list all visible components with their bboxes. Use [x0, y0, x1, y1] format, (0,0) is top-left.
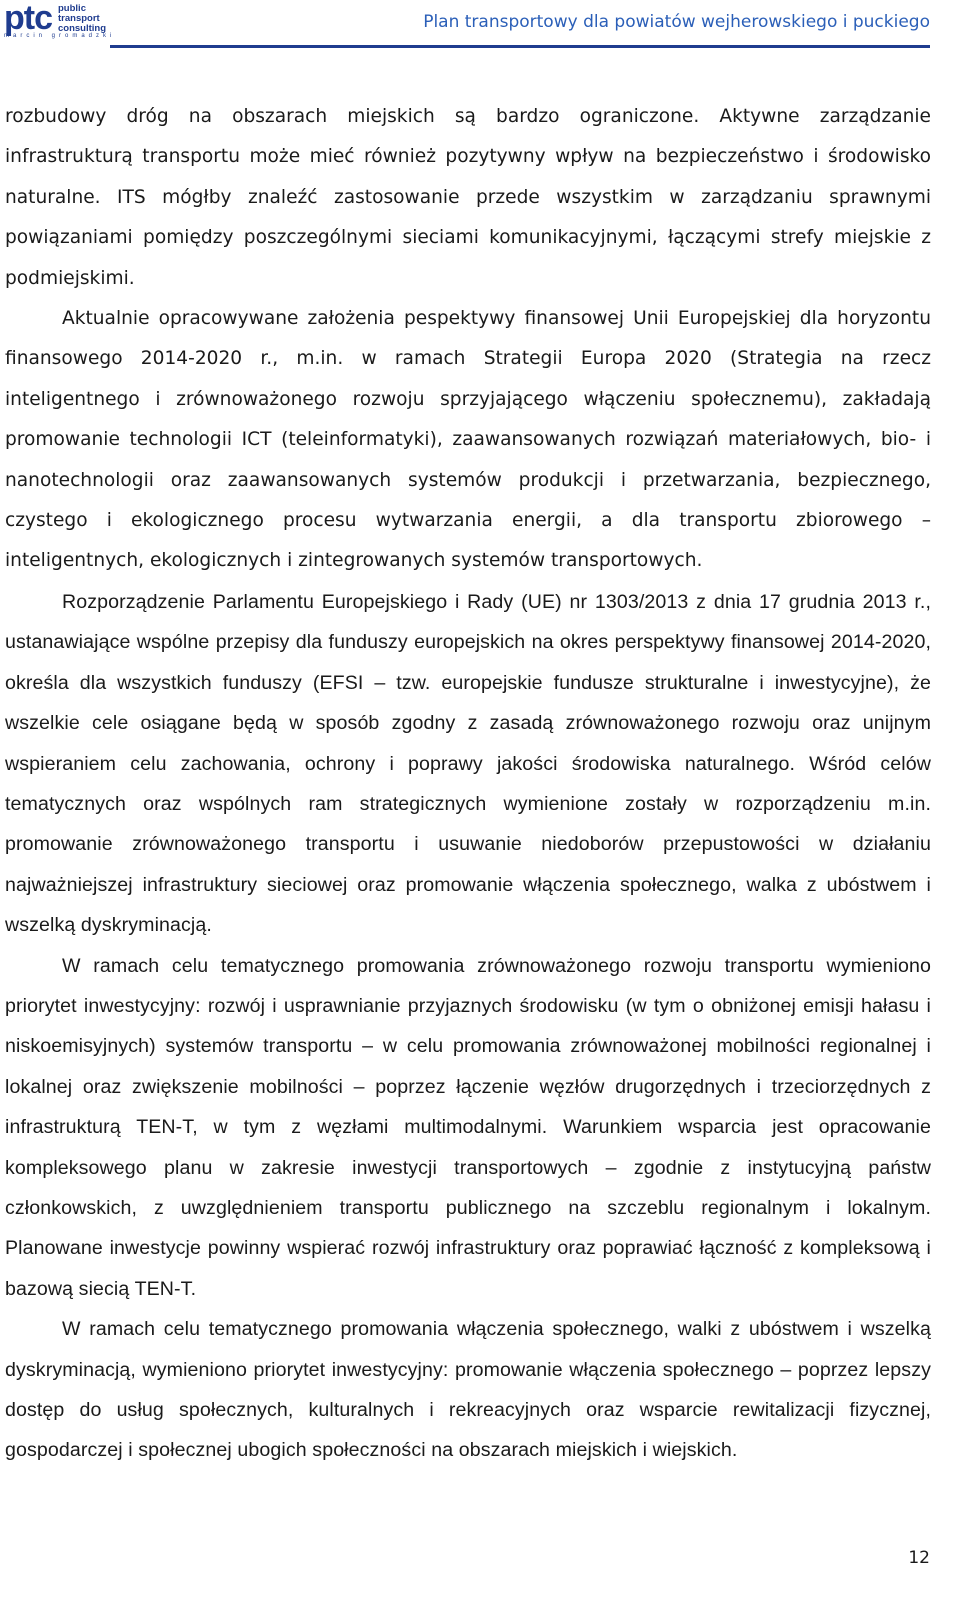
paragraph-2: Aktualnie opracowywane założenia pespektywy finansowej Unii Europejskiej dla horyzontu finansowego 2014-2020 r., m.in. w ramach Strategii Europa 2020 (Strategia na rzecz inteligentnego i zrównoważonego rozwoju sprzyjającego włączeniu społecznemu), zakładają promowanie technologii ICT (teleinformatyki), zaawansowanych rozwiązań materiałowych, bio- i nanotechnologii oraz zaawansowanych systemów produkcji i przetwarzania, bezpiecznego, czystego i ekologicznego procesu wytwarzania energii, a dla transportu zbiorowego – inteligentnych, ekologicznych i zintegrowanych systemów transportowych. — [5, 308, 931, 572]
paragraph-3: Rozporządzenie Parlamentu Europejskiego i Rady (UE) nr 1303/2013 z dnia 17 grudnia 2013 r., ustanawiające wspólne przepisy dla funduszy europejskich na okres perspektywy finansowej 2014-2020, określa dla wszystkich funduszy (EFSI – tzw. europejskie fundusze strukturalne i inwestycyjne), że wszelkie cele osiągane będą w sposób zgodny z zasadą zrównoważonego rozwoju oraz unijnym wspieraniem celu zachowania, ochrony i poprawy jakości środowiska naturalnego. Wśród celów tematycznych oraz wspólnych ram strategicznych wymienione zostały w rozporządzeniu m.in. promowanie zrównoważonego transportu i usuwanie niedoborów przepustowości w działaniu najważniejszej infrastruktury sieciowej oraz promowanie włączenia społecznego, walka z ubóstwem i wszelką dyskryminacją. — [5, 590, 931, 937]
logo-line-1: public — [58, 3, 86, 14]
logo-brand: ptc — [4, 0, 52, 37]
paragraph-1: rozbudowy dróg na obszarach miejskich są bardzo ograniczone. Aktywne zarządzanie infrastrukturą transportu może mieć również pozytywny wpływ na bezpieczeństwo i środowisko naturalne. ITS mógłby znaleźć zastosowanie przede wszystkim w zarządzaniu sprawnymi powiązaniami pomiędzy poszczególnymi sieciami komunikacyjnymi, łączącymi strefy miejskie z podmiejskimi. — [5, 106, 931, 289]
logo-owner: marcin gromadzki — [4, 33, 116, 39]
header-divider — [110, 45, 930, 48]
logo-line-2: transport — [58, 13, 100, 24]
document-title: Plan transportowy dla powiatów wejherowskiego i puckiego — [423, 12, 930, 32]
page-header — [0, 0, 960, 52]
document-body — [5, 97, 931, 1471]
logo-tagline — [58, 4, 106, 34]
page-number: 12 — [908, 1548, 930, 1568]
paragraph-5: W ramach celu tematycznego promowania włączenia społecznego, walki z ubóstwem i wszelką dyskryminacją, wymieniono priorytet inwestycyjny: promowanie włączenia społecznego – poprzez lepszy dostęp do usług społecznych, kulturalnych i rekreacyjnych oraz wsparcie rewitalizacji fizycznej, gospodarczej i społecznej ubogich społeczności na obszarach miejskich i wiejskich. — [5, 1318, 931, 1462]
ptc-logo — [4, 0, 116, 42]
logo-line-3: consulting — [58, 23, 107, 34]
paragraph-4: W ramach celu tematycznego promowania zrównoważonego rozwoju transportu wymieniono priorytet inwestycyjny: rozwój i usprawnianie przyjaznych środowisku (w tym o obniżonej emisji hałasu i niskoemisyjnych) systemów transportu – w celu promowania zrównoważonej mobilności regionalnej i lokalnej oraz zwiększenie mobilności – poprzez łączenie węzłów drugorzędnych i trzeciorzędnych z infrastrukturą TEN-T, w tym z węzłami multimodalnymi. Warunkiem wsparcia jest opracowanie kompleksowego planu w zakresie inwestycji transportowych – zgodnie z instytucyjną państw członkowskich, z uwzględnieniem transportu publicznego na szczeblu regionalnym i lokalnym. Planowane inwestycje powinny wspierać rozwój infrastruktury oraz poprawiać łączność z kompleksową i bazową siecią TEN-T. — [5, 954, 931, 1300]
